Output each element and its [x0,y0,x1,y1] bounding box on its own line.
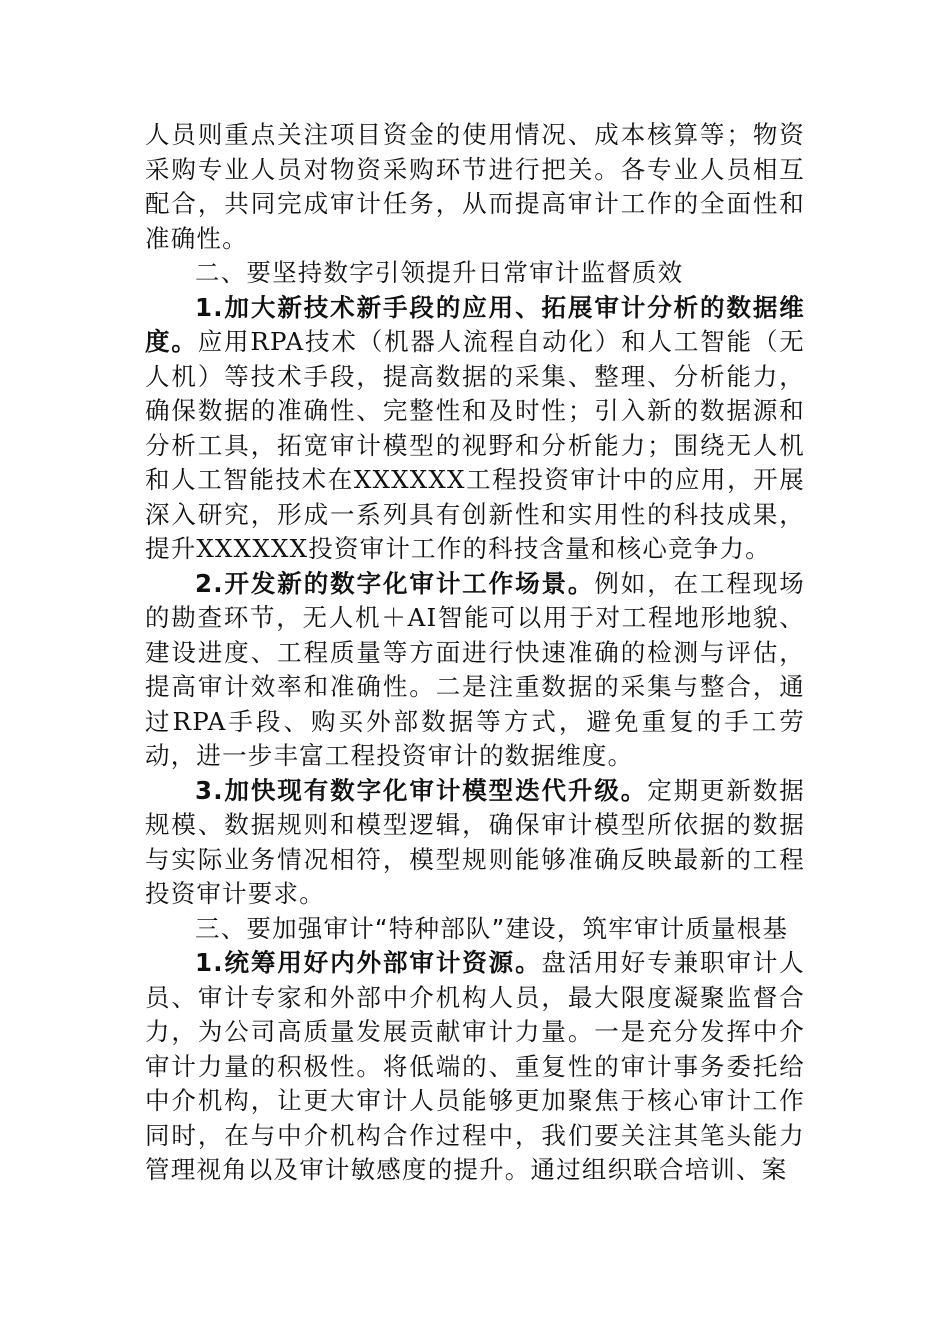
heading-text: 二、要坚持数字引领提升日常审计监督质效 [195,258,684,287]
paragraph-2-2 [145,567,805,774]
heading-text: 三、要加强审计“特种部队”建设，筑牢审计质量根基 [195,913,789,943]
paragraph-lead: 2.开发新的数字化审计工作场景。 [195,568,595,598]
paragraph-continuation [145,118,805,256]
paragraph-lead: 3.加快现有数字化审计模型迭代升级。 [195,775,648,805]
paragraph-text: 应用RPA技术（机器人流程自动化）和人工智能（无人机）等技术手段，提高数据的采集、整理、分析能力，确保数据的准确性、完整性和及时性；引入新的数据源和分析工具，拓宽审计模型的视野和分析能力；围绕无人机和人工智能技术在XXXXXX工程投资审计中的应用，开展深入研究，形成一系列具有创新性和实用性的科技成果，提升XXXXXX投资审计工作的科技含量和核心竞争力。 [145,327,805,563]
paragraph-text: 例如，在工程现场的勘查环节，无人机＋AI智能可以用于对工程地形地貌、建设进度、工程质量等方面进行快速准确的检测与评估，提高审计效率和准确性。二是注重数据的采集与整合，通过RPA手段、购买外部数据等方式，避免重复的手工劳动，进一步丰富工程投资审计的数据维度。 [145,568,805,770]
paragraph-text: 定期更新数据规模、数据规则和模型逻辑，确保审计模型所依据的数据与实际业务情况相符，模型规则能够准确反映最新的工程投资审计要求。 [145,775,806,908]
section-heading-2 [145,256,805,291]
paragraph-3-1 [145,946,805,1188]
paragraph-text: 盘活用好专兼职审计人员、审计专家和外部中介机构人员，最大限度凝聚监督合力，为公司高质量发展贡献审计力量。一是充分发挥中介审计力量的积极性。将低端的、重复性的审计事务委托给中介机构，让更大审计人员能够更加聚焦于核心审计工作同时，在与中介机构合作过程中，我们要关注其笔头能力管理视角以及审计敏感度的提升。通过组织联合培训、案 [145,948,805,1184]
paragraph-lead: 1.统筹用好内外部审计资源。 [195,948,542,977]
document-body [145,118,805,1188]
section-heading-3 [145,912,805,947]
paragraph-2-1 [145,291,805,567]
paragraph-text: 人员则重点关注项目资金的使用情况、成本核算等；物资采购专业人员对物资采购环节进行把关。各专业人员相互配合，共同完成审计任务，从而提高审计工作的全面性和准确性。 [145,120,805,253]
paragraph-2-3 [145,774,805,912]
paragraph-lead: 1.加大新技术新手段的应用、拓展审计分析的数据维度。 [145,292,805,356]
